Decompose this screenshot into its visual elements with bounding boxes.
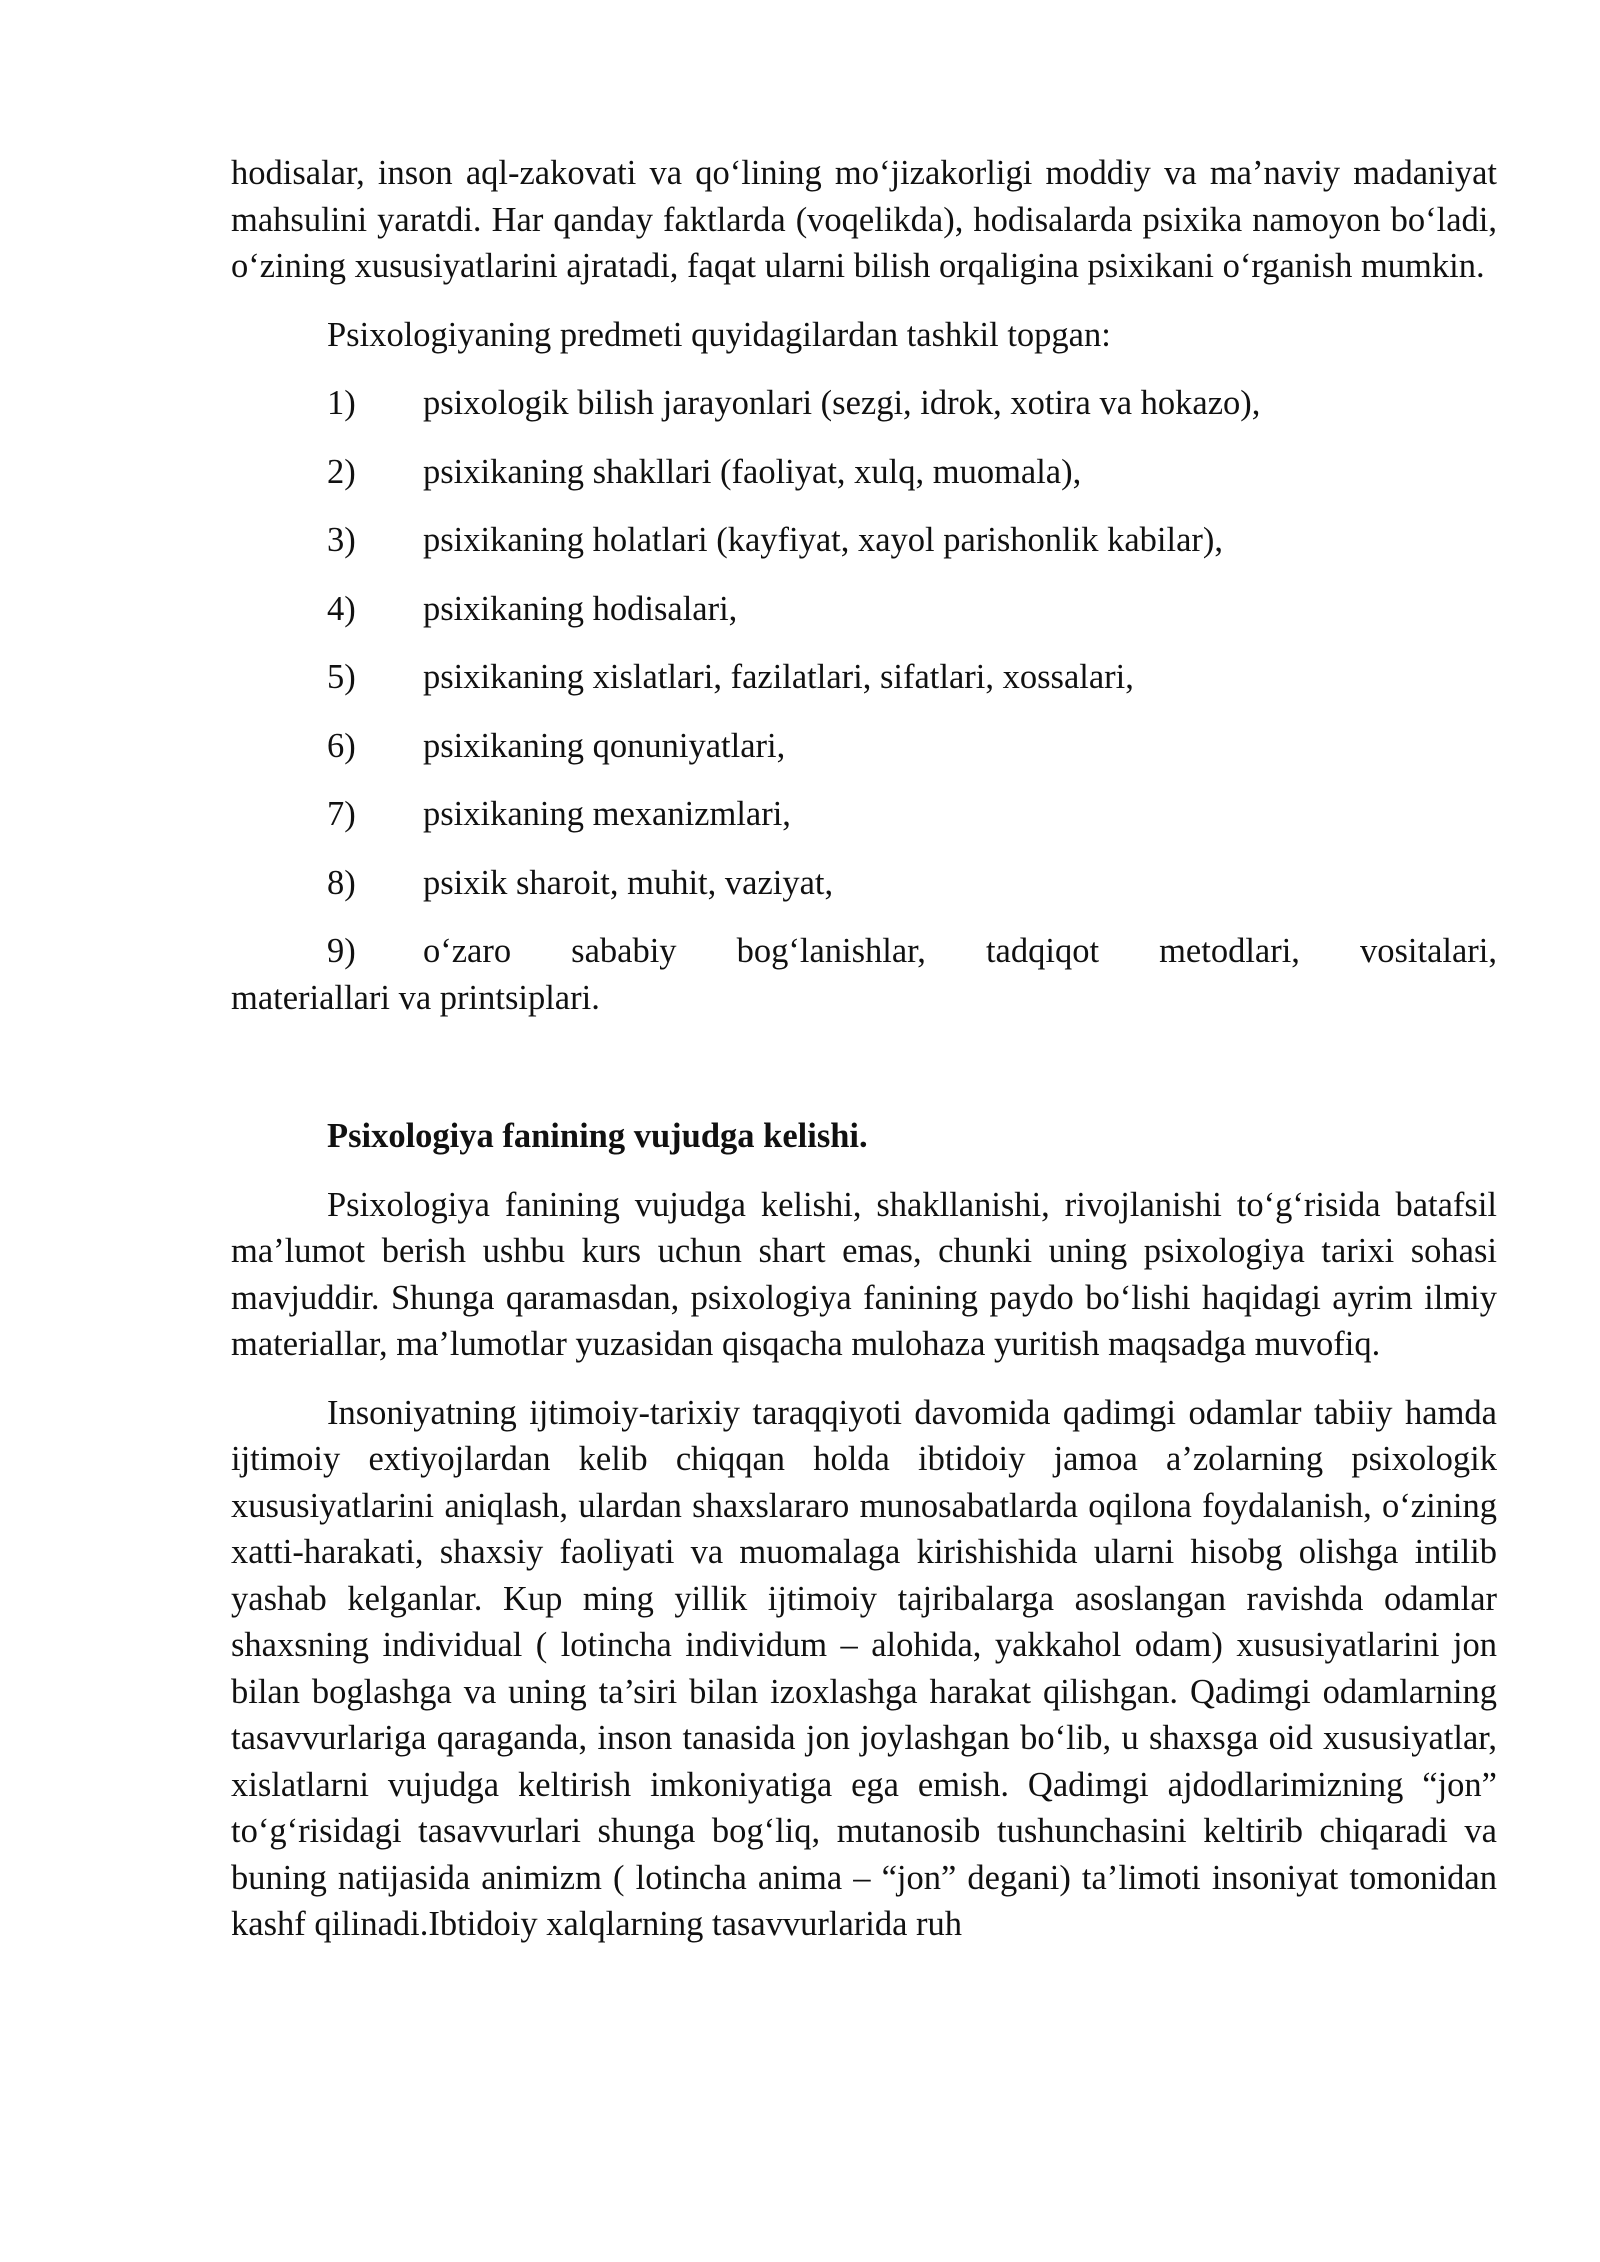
list-item [231,517,1497,564]
list-item-number: 9) [327,932,356,970]
list-item-text: psixik sharoit, muhit, vaziyat, [423,863,834,902]
list-item-last [231,928,1497,1021]
list-item [231,791,1497,838]
list-item [231,723,1497,770]
list-item-text: psixologik bilish jarayonlari (sezgi, idrok, xotira va hokazo), [423,384,1261,422]
section-heading: Psixologiya fanining vujudga kelishi. [327,1117,868,1155]
list-item [231,380,1497,427]
list-item-text: o‘zaro sababiy bog‘lanishlar, tadqiqot metodlari, vositalari, [423,932,1497,970]
list-item-text: psixikaning mexanizmlari, [423,795,791,833]
list-item-number: 6) [327,726,356,765]
list-item-number: 2) [327,452,356,491]
list-item [231,654,1497,701]
list-item-continuation: materiallari va printsiplari. [231,978,600,1017]
list-item [231,586,1497,633]
list-item-number: 4) [327,589,356,628]
list-item-text: psixikaning xislatlari, fazilatlari, sifatlari, xossalari, [423,658,1134,696]
section-paragraph-1: Psixologiya fanining vujudga kelishi, shakllanishi, rivojlanishi to‘g‘risida batafsil ma’lumot berish ushbu kurs uchun shart emas, chunki uning psixologiya tarixi sohasi mavjuddir. Shunga qaramasdan, psixologiya fanining paydo bo‘lishi haqidagi ayrim ilmiy materiallar, ma’lumotlar yuzasidan qisqacha mulohaza yuritish maqsadga muvofiq. [231,1185,1497,1363]
list-item-text: psixikaning shakllari (faoliyat, xulq, muomala), [423,452,1082,491]
document-page [231,150,1497,1948]
list-item [231,860,1497,907]
list-item-text: psixikaning hodisalari, [423,589,738,628]
list-item-last-line [231,928,1497,975]
list-item-number: 3) [327,521,356,559]
intro-paragraph: hodisalar, inson aql-zakovati va qo‘lining mo‘jizakorligi moddiy va ma’naviy madaniyat mahsulini yaratdi. Har qanday faktlarda (voqelikda), hodisalarda psixika namoyon bo‘ladi, o‘zining xususiyatlarini ajratadi, faqat ularni bilish orqaligina psixikani o‘rganish mumkin. [231,154,1497,285]
subject-intro-paragraph: Psixologiyaning predmeti quyidagilardan tashkil topgan: [327,315,1111,354]
list-item-number: 8) [327,863,356,902]
section-paragraph-2: Insoniyatning ijtimoiy-tarixiy taraqqiyoti davomida qadimgi odamlar tabiiy hamda ijtimoiy extiyojlardan kelib chiqqan holda ibtidoiy jamoa a’zolarning psixologik xususiyatlarini aniqlash, ulardan shaxslararo munosabatlarda oqilona foydalanish, o‘zining xatti-harakati, shaxsiy faoliyati va muomalaga kirishishida ularni hisobg olishga intilib yashab kelganlar. Kup ming yillik ijtimoiy tajribalarga asoslangan ravishda odamlar shaxsning individual ( lotincha individum – alohida, yakkahol odam) xususiyatlarini jon bilan boglashga va uning ta’siri bilan izoxlashga harakat qilishgan. Qadimgi odamlarning tasavvurlariga qaraganda, inson tanasida jon joylashgan bo‘lib, u shaxsga oid xususiyatlar, xislatlarni vujudga keltirish imkoniyatiga ega emish. Qadimgi ajdodlarimizning “jon” to‘g‘risidagi tasavvurlari shunga bog‘liq, mutanosib tushunchasini keltirib chiqaradi va buning natijasida animizm ( lotincha anima – “jon” degani) ta’limoti insoniyat tomonidan kashf qilinadi.Ibtidoiy xalqlarning tasavvurlarida ruh [231,1393,1497,1943]
list-item [231,449,1497,496]
list-item-text: psixikaning holatlari (kayfiyat, xayol parishonlik kabilar), [423,521,1224,559]
list-item-text: psixikaning qonuniyatlari, [423,726,786,765]
list-item-number: 5) [327,658,356,696]
subject-list [231,380,1497,906]
list-item-number: 7) [327,795,356,833]
list-item-number: 1) [327,384,356,422]
